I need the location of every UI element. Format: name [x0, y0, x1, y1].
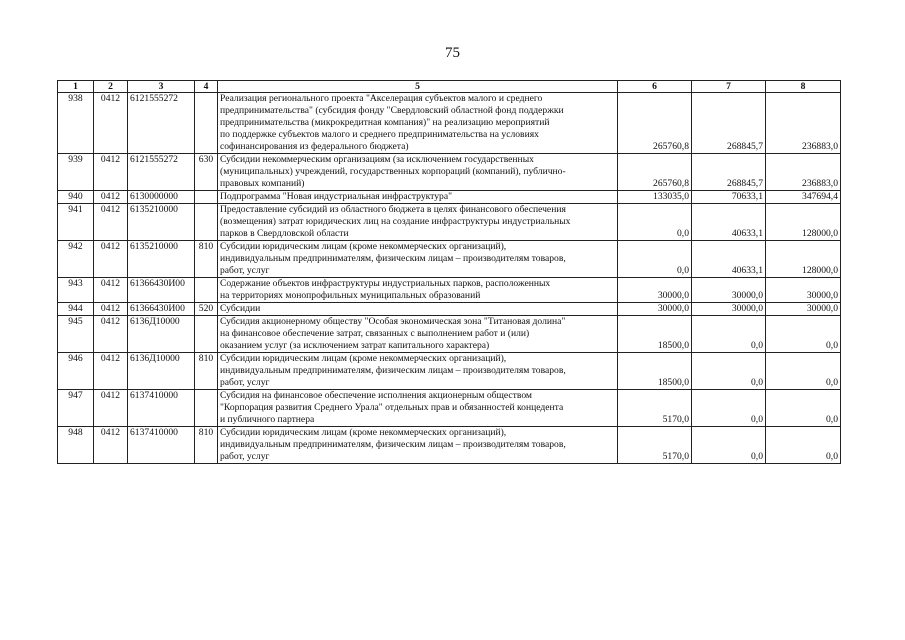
amount-col-8: 236883,0: [766, 154, 841, 191]
expense-type-code: [195, 278, 218, 303]
section-code: 0412: [94, 353, 128, 390]
item-name: [218, 241, 618, 278]
section-code: 0412: [94, 427, 128, 464]
amount-col-7: 70633,1: [692, 191, 766, 204]
target-article-code: 6136Д10000: [128, 316, 195, 353]
amount-col-7: 0,0: [692, 390, 766, 427]
item-name-line: софинансирования из федерального бюджета): [220, 141, 409, 152]
target-article-code: 6137410000: [128, 390, 195, 427]
item-name-line: на территориях монопрофильных муниципальных образований: [220, 290, 481, 301]
row-number: 943: [58, 278, 94, 303]
amount-col-8: 0,0: [766, 316, 841, 353]
amount-col-7: 40633,1: [692, 204, 766, 241]
row-number: 945: [58, 316, 94, 353]
item-name-line: предпринимательства (микрокредитная компания)" на реализацию мероприятий: [220, 117, 550, 128]
item-name-line: работ, услуг: [220, 451, 270, 462]
column-header: 3: [128, 81, 195, 93]
item-name-line: на финансовое обеспечение затрат, связанных с выполнением работ и (или): [220, 328, 530, 339]
item-name-line: Субсидия на финансовое обеспечение исполнения акционерным обществом: [220, 390, 532, 401]
table-row: [58, 241, 841, 278]
section-code: 0412: [94, 93, 128, 154]
amount-col-8: 0,0: [766, 427, 841, 464]
row-number: 939: [58, 154, 94, 191]
amount-col-7: 268845,7: [692, 154, 766, 191]
table-row: [58, 303, 841, 316]
section-code: 0412: [94, 316, 128, 353]
row-number: 940: [58, 191, 94, 204]
item-name-line: Субсидии юридическим лицам (кроме некоммерческих организаций),: [220, 353, 507, 364]
expense-type-code: [195, 316, 218, 353]
table-row: [58, 390, 841, 427]
amount-col-7: 0,0: [692, 427, 766, 464]
amount-col-6: 265760,8: [618, 93, 692, 154]
amount-col-8: 347694,4: [766, 191, 841, 204]
section-code: 0412: [94, 390, 128, 427]
item-name-line: Субсидии юридическим лицам (кроме некоммерческих организаций),: [220, 427, 507, 438]
item-name-line: (муниципальных) учреждений, государственных корпораций (компаний), публично-: [220, 166, 566, 177]
section-code: 0412: [94, 204, 128, 241]
item-name-line: Содержание объектов инфраструктуры индустриальных парков, расположенных: [220, 278, 551, 289]
item-name: [218, 204, 618, 241]
target-article-code: 6137410000: [128, 427, 195, 464]
column-header: 5: [218, 81, 618, 93]
item-name: [218, 278, 618, 303]
item-name-line: работ, услуг: [220, 377, 270, 388]
amount-col-6: 18500,0: [618, 353, 692, 390]
item-name: [218, 303, 618, 316]
row-number: 947: [58, 390, 94, 427]
amount-col-6: 18500,0: [618, 316, 692, 353]
item-name-line: Субсидия акционерному обществу "Особая экономическая зона "Титановая долина": [220, 316, 566, 327]
item-name-line: работ, услуг: [220, 265, 270, 276]
item-name-line: (возмещения) затрат юридических лиц на создание инфраструктуры индустриальных: [220, 216, 571, 227]
table-row: [58, 427, 841, 464]
row-number: 946: [58, 353, 94, 390]
table-row: [58, 191, 841, 204]
item-name: [218, 353, 618, 390]
column-header: 2: [94, 81, 128, 93]
column-header: 6: [618, 81, 692, 93]
item-name-line: Субсидии юридическим лицам (кроме некоммерческих организаций),: [220, 241, 507, 252]
amount-col-8: 0,0: [766, 390, 841, 427]
table-row: [58, 93, 841, 154]
item-name-line: Предоставление субсидий из областного бюджета в целях финансового обеспечения: [220, 204, 566, 215]
item-name-line: по поддержке субъектов малого и среднего предпринимательства на условиях: [220, 129, 539, 140]
column-header: 8: [766, 81, 841, 93]
item-name: [218, 93, 618, 154]
amount-col-7: 30000,0: [692, 303, 766, 316]
row-number: 948: [58, 427, 94, 464]
target-article-code: 6121555272: [128, 154, 195, 191]
column-header: 4: [195, 81, 218, 93]
section-code: 0412: [94, 241, 128, 278]
section-code: 0412: [94, 191, 128, 204]
section-code: 0412: [94, 303, 128, 316]
amount-col-8: 0,0: [766, 353, 841, 390]
item-name: [218, 154, 618, 191]
amount-col-8: 128000,0: [766, 241, 841, 278]
target-article-code: 61366430И00: [128, 303, 195, 316]
row-number: 942: [58, 241, 94, 278]
amount-col-6: 265760,8: [618, 154, 692, 191]
table-row: [58, 204, 841, 241]
item-name-line: Реализация регионального проекта "Акселерация субъектов малого и среднего: [220, 93, 543, 104]
item-name-line: предпринимательства" (субсидия фонду "Свердловский областной фонд поддержки: [220, 105, 564, 116]
row-number: 938: [58, 93, 94, 154]
amount-col-6: 0,0: [618, 204, 692, 241]
item-name-line: и публичного партнера: [220, 414, 315, 425]
item-name-line: оказанием услуг (за исключением затрат капитального характера): [220, 340, 490, 351]
row-number: 944: [58, 303, 94, 316]
item-name-line: правовых компаний): [220, 178, 305, 189]
target-article-code: 6135210000: [128, 204, 195, 241]
amount-col-6: 5170,0: [618, 390, 692, 427]
table-row: [58, 278, 841, 303]
section-code: 0412: [94, 278, 128, 303]
item-name-line: Субсидии: [220, 303, 261, 314]
amount-col-7: 0,0: [692, 353, 766, 390]
target-article-code: 6135210000: [128, 241, 195, 278]
item-name-line: парков в Свердловской области: [220, 228, 349, 239]
expense-type-code: [195, 191, 218, 204]
amount-col-6: 133035,0: [618, 191, 692, 204]
budget-table: [57, 80, 841, 464]
expense-type-code: [195, 93, 218, 154]
amount-col-7: 30000,0: [692, 278, 766, 303]
item-name: [218, 316, 618, 353]
target-article-code: 6130000000: [128, 191, 195, 204]
amount-col-6: 0,0: [618, 241, 692, 278]
item-name-line: Подпрограмма "Новая индустриальная инфраструктура": [220, 191, 452, 202]
item-name: [218, 390, 618, 427]
amount-col-8: 30000,0: [766, 303, 841, 316]
item-name-line: "Корпорация развития Среднего Урала" отдельных прав и обязанностей концедента: [220, 402, 564, 413]
amount-col-7: 0,0: [692, 316, 766, 353]
amount-col-7: 268845,7: [692, 93, 766, 154]
item-name: [218, 191, 618, 204]
column-header: 1: [58, 81, 94, 93]
item-name-line: Субсидии некоммерческим организациям (за исключением государственных: [220, 154, 534, 165]
item-name-line: индивидуальным предпринимателям, физическим лицам – производителям товаров,: [220, 365, 566, 376]
target-article-code: 61366430И00: [128, 278, 195, 303]
amount-col-8: 236883,0: [766, 93, 841, 154]
expense-type-code: 630: [195, 154, 218, 191]
expense-type-code: [195, 204, 218, 241]
section-code: 0412: [94, 154, 128, 191]
table-body: [58, 93, 841, 464]
amount-col-6: 5170,0: [618, 427, 692, 464]
amount-col-6: 30000,0: [618, 278, 692, 303]
target-article-code: 6121555272: [128, 93, 195, 154]
row-number: 941: [58, 204, 94, 241]
table-row: [58, 353, 841, 390]
expense-type-code: 810: [195, 241, 218, 278]
expense-type-code: [195, 390, 218, 427]
target-article-code: 6136Д10000: [128, 353, 195, 390]
amount-col-8: 128000,0: [766, 204, 841, 241]
header-row: [58, 81, 841, 93]
page-number: 75: [445, 45, 460, 61]
column-header: 7: [692, 81, 766, 93]
table-row: [58, 154, 841, 191]
amount-col-8: 30000,0: [766, 278, 841, 303]
expense-type-code: 520: [195, 303, 218, 316]
expense-type-code: 810: [195, 353, 218, 390]
item-name-line: индивидуальным предпринимателям, физическим лицам – производителям товаров,: [220, 253, 566, 264]
table-row: [58, 316, 841, 353]
item-name-line: индивидуальным предпринимателям, физическим лицам – производителям товаров,: [220, 439, 566, 450]
expense-type-code: 810: [195, 427, 218, 464]
item-name: [218, 427, 618, 464]
amount-col-7: 40633,1: [692, 241, 766, 278]
amount-col-6: 30000,0: [618, 303, 692, 316]
